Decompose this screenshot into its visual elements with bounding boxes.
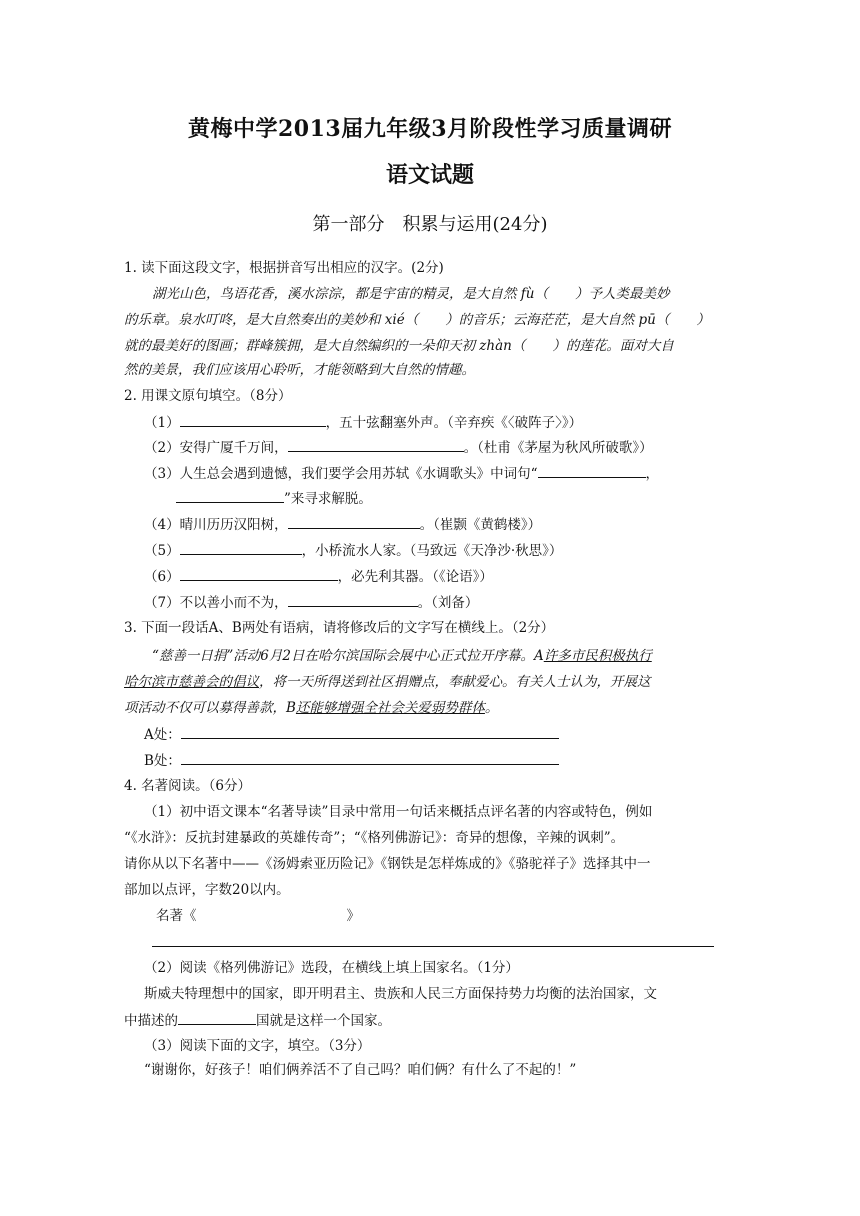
item-text: 中描述的 [124,1013,178,1029]
item-text: ， [645,466,659,482]
sentence-b-underlined: 还能够增强全社会关爱弱势群体 [295,700,485,716]
item-text: （4）晴川历历汉阳树， [144,517,288,533]
item-text: ，五十弦翻塞外声。（辛弃疾《〈破阵子〉》） [325,415,583,431]
passage-text: ，将一天所得送到社区捐赠点，奉献爱心。有关人士认为，开展这 [259,674,651,690]
q3-passage-line [152,646,652,666]
q1-passage-line: 湖光山色，鸟语花香，溪水淙淙，都是宇宙的精灵，是大自然 fù（ ）予人类最美妙 [152,286,670,302]
q3-answer-a [144,724,559,745]
passage-text: “慈善一日捐”活动6月2日在哈尔滨国际会展中心正式拉开序幕。A [152,648,544,664]
q4-part1-line: （1）初中语文课本“名著导读”目录中常用一句话来概括点评名著的内容或特色，例如 [144,804,653,820]
book-bracket-close: 》 [346,908,360,924]
q3-answer-b [144,750,559,771]
q4-part2-line [124,1010,391,1031]
q2-item-6 [144,566,493,587]
q1-passage-line: 的乐章。泉水叮咚，是大自然奏出的美妙和 xié（ ）的音乐；云海茫茫，是大自然 pū（ ） [124,312,710,328]
comment-answer-line[interactable] [152,946,714,947]
q4-part3-quote: “谢谢你，好孩子！咱们俩养活不了自己吗？咱们俩？有什么了不起的！” [144,1062,577,1078]
item-text: 。（崔颢《黄鹤楼》） [419,517,542,533]
answer-label: A处： [144,727,181,743]
q2-item-3 [144,463,659,484]
item-text: 。（杜甫《茅屋为秋风所破歌》） [463,440,653,456]
answer-blank[interactable] [538,463,646,478]
q2-item-7 [144,592,478,613]
item-text: ，小桥流水人家。（马致远《天净沙·秋思》） [301,543,563,559]
answer-blank[interactable] [288,592,418,607]
section-heading: 第一部分 积累与运用(24分) [312,214,548,235]
item-number: （1） [144,415,180,431]
item-number: （5） [144,543,180,559]
q4-part3-stem: （3）阅读下面的文字，填空。（3分） [144,1038,371,1054]
q2-item-4 [144,514,541,535]
q4-part2-line: 斯威夫特理想中的国家，即开明君主、贵族和人民三方面保持势力均衡的法治国家，文 [144,986,657,1002]
answer-blank[interactable] [181,750,559,765]
book-bracket-open: 名著《 [156,908,197,924]
answer-blank[interactable] [181,724,559,739]
q3-passage-line [124,672,651,692]
answer-blank[interactable] [180,412,326,427]
q4-stem: 4. 名著阅读。（6分） [124,778,252,794]
exam-title: 黄梅中学2013届九年级3月阶段性学习质量调研 [187,116,673,142]
answer-blank[interactable] [288,437,464,452]
answer-blank[interactable] [288,514,420,529]
q2-item-2 [144,437,653,458]
item-text: （2）安得广厦千万间， [144,440,288,456]
book-name-field [156,906,360,926]
passage-text: 。 [484,700,499,716]
item-text: （7）不以善小而不为， [144,595,288,611]
item-text: ，必先利其器。（《论语》） [337,569,493,585]
q1-passage-line: 然的美景，我们应该用心聆听，才能领略到大自然的情趣。 [124,362,475,378]
q3-stem: 3. 下面一段话A、B两处有语病，请将修改后的文字写在横线上。（2分） [124,620,555,636]
q2-stem: 2. 用课文原句填空。（8分） [124,388,292,404]
q4-part1-line: 部加以点评，字数20以内。 [124,882,290,898]
item-text: （3）人生总会遇到遗憾，我们要学会用苏轼《水调歌头》中词句“ [144,466,538,482]
sentence-a-underlined: 哈尔滨市慈善会的倡议 [124,674,259,690]
answer-blank[interactable] [178,1010,256,1025]
item-number: （6） [144,569,180,585]
sentence-a-underlined: 许多市民积极执行 [543,648,652,664]
passage-text: 项活动不仅可以募得善款，B [124,700,296,716]
q4-part1-line: 请你从以下名著中——《汤姆索亚历险记》《钢铁是怎样炼成的》《骆驼祥子》选择其中一 [124,856,651,872]
answer-blank[interactable] [180,566,338,581]
item-text: ”来寻求解脱。 [284,491,372,507]
answer-blank[interactable] [180,540,302,555]
q2-item-1 [144,412,582,433]
q4-part2-stem: （2）阅读《格列佛游记》选段，在横线上填上国家名。（1分） [144,960,519,976]
item-text: 国就是这样一个国家。 [256,1013,391,1029]
q3-passage-line [124,698,498,718]
q2-item-3-cont [176,488,372,509]
q1-passage-line: 就的最美好的图画；群峰簇拥，是大自然编织的一朵仰天初 zhàn（ ）的莲花。面对大自 [124,338,674,354]
item-text: 。（刘备） [417,595,479,611]
exam-subtitle: 语文试题 [385,162,474,188]
answer-blank[interactable] [176,488,284,503]
q4-part1-line: “《水浒》：反抗封建暴政的英雄传奇”；“《格列佛游记》：奇异的想像，辛辣的讽刺”。 [124,830,625,846]
answer-label: B处： [144,753,181,769]
q1-stem: 1. 读下面这段文字，根据拼音写出相应的汉字。(2分) [124,260,444,276]
q2-item-5 [144,540,562,561]
